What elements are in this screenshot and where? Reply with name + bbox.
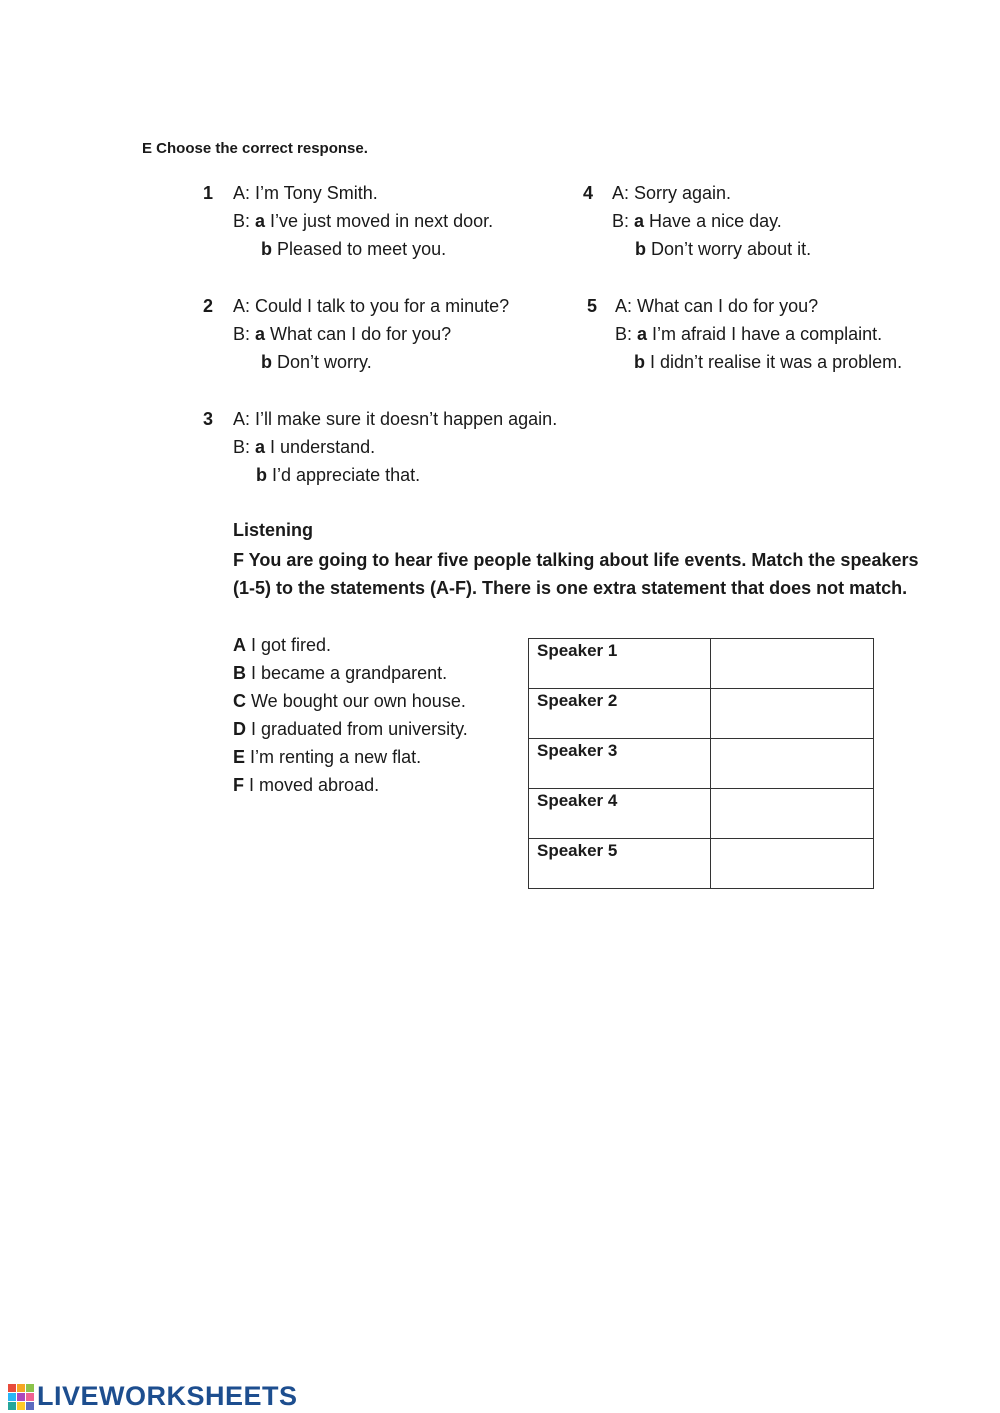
- section-e-title: E Choose the correct response.: [142, 140, 368, 157]
- exercise-item-2: [203, 292, 213, 320]
- listening-heading: Listening: [233, 520, 313, 540]
- exercise-item-5: [587, 292, 597, 320]
- speaker-label: Speaker 5: [529, 839, 711, 889]
- table-row: [529, 639, 874, 689]
- statement-item: E I’m renting a new flat.: [233, 747, 422, 767]
- item-number: 1: [203, 183, 214, 203]
- option-b[interactable]: b I didn’t realise it was a problem.: [634, 352, 903, 372]
- speaker-label: Speaker 4: [529, 789, 711, 839]
- item-number: 2: [203, 296, 214, 316]
- item-number: 3: [203, 409, 214, 429]
- speaker-match-table: [528, 638, 874, 889]
- option-a[interactable]: B: a I understand.: [233, 437, 376, 457]
- option-a[interactable]: B: a I’ve just moved in next door.: [233, 211, 494, 231]
- option-a[interactable]: B: a I’m afraid I have a complaint.: [615, 324, 883, 344]
- exercise-item-1-body: [233, 179, 493, 263]
- speaker-a-line: A: Could I talk to you for a minute?: [233, 296, 510, 316]
- option-b[interactable]: b I’d appreciate that.: [256, 465, 421, 485]
- option-b[interactable]: b Don’t worry about it.: [635, 239, 812, 259]
- brand-name: LIVEWORKSHEETS: [37, 1381, 298, 1411]
- speaker-a-line: A: What can I do for you?: [615, 296, 819, 316]
- exercise-item-1: [203, 179, 213, 207]
- listening-instruction: F You are going to hear five people talking about life events. Match the speakers (1-5) to the statements (A-F). There is one extra statement that does not match.: [233, 550, 919, 598]
- option-b[interactable]: b Pleased to meet you.: [261, 239, 447, 259]
- exercise-item-3-body: [233, 405, 557, 489]
- speaker-label: Speaker 3: [529, 739, 711, 789]
- exercise-item-3: [203, 405, 213, 433]
- statement-list: [233, 631, 468, 799]
- speaker-a-line: A: I’ll make sure it doesn’t happen again.: [233, 409, 558, 429]
- statement-item: B I became a grandparent.: [233, 663, 448, 683]
- exercise-item-4: [583, 179, 593, 207]
- table-row: [529, 839, 874, 889]
- answer-cell-speaker-1[interactable]: [711, 639, 874, 689]
- speaker-a-line: A: Sorry again.: [612, 183, 732, 203]
- answer-cell-speaker-5[interactable]: [711, 839, 874, 889]
- speaker-label: Speaker 1: [529, 639, 711, 689]
- answer-cell-speaker-2[interactable]: [711, 689, 874, 739]
- exercise-item-4-body: [612, 179, 811, 263]
- item-number: 5: [587, 296, 598, 316]
- statement-item: C We bought our own house.: [233, 691, 466, 711]
- table-row: [529, 789, 874, 839]
- table-row: [529, 689, 874, 739]
- exercise-item-2-body: [233, 292, 509, 376]
- logo-blocks-icon: [8, 1384, 34, 1410]
- speaker-a-line: A: I’m Tony Smith.: [233, 183, 378, 203]
- exercise-item-5-body: [615, 292, 902, 376]
- option-a[interactable]: B: a What can I do for you?: [233, 324, 452, 344]
- option-a[interactable]: B: a Have a nice day.: [612, 211, 782, 231]
- answer-cell-speaker-3[interactable]: [711, 739, 874, 789]
- statement-item: A I got fired.: [233, 635, 332, 655]
- statement-item: D I graduated from university.: [233, 719, 468, 739]
- item-number: 4: [583, 183, 594, 203]
- option-b[interactable]: b Don’t worry.: [261, 352, 372, 372]
- statement-item: F I moved abroad.: [233, 775, 380, 795]
- table-row: [529, 739, 874, 789]
- answer-cell-speaker-4[interactable]: [711, 789, 874, 839]
- speaker-label: Speaker 2: [529, 689, 711, 739]
- liveworksheets-logo: [8, 1381, 298, 1412]
